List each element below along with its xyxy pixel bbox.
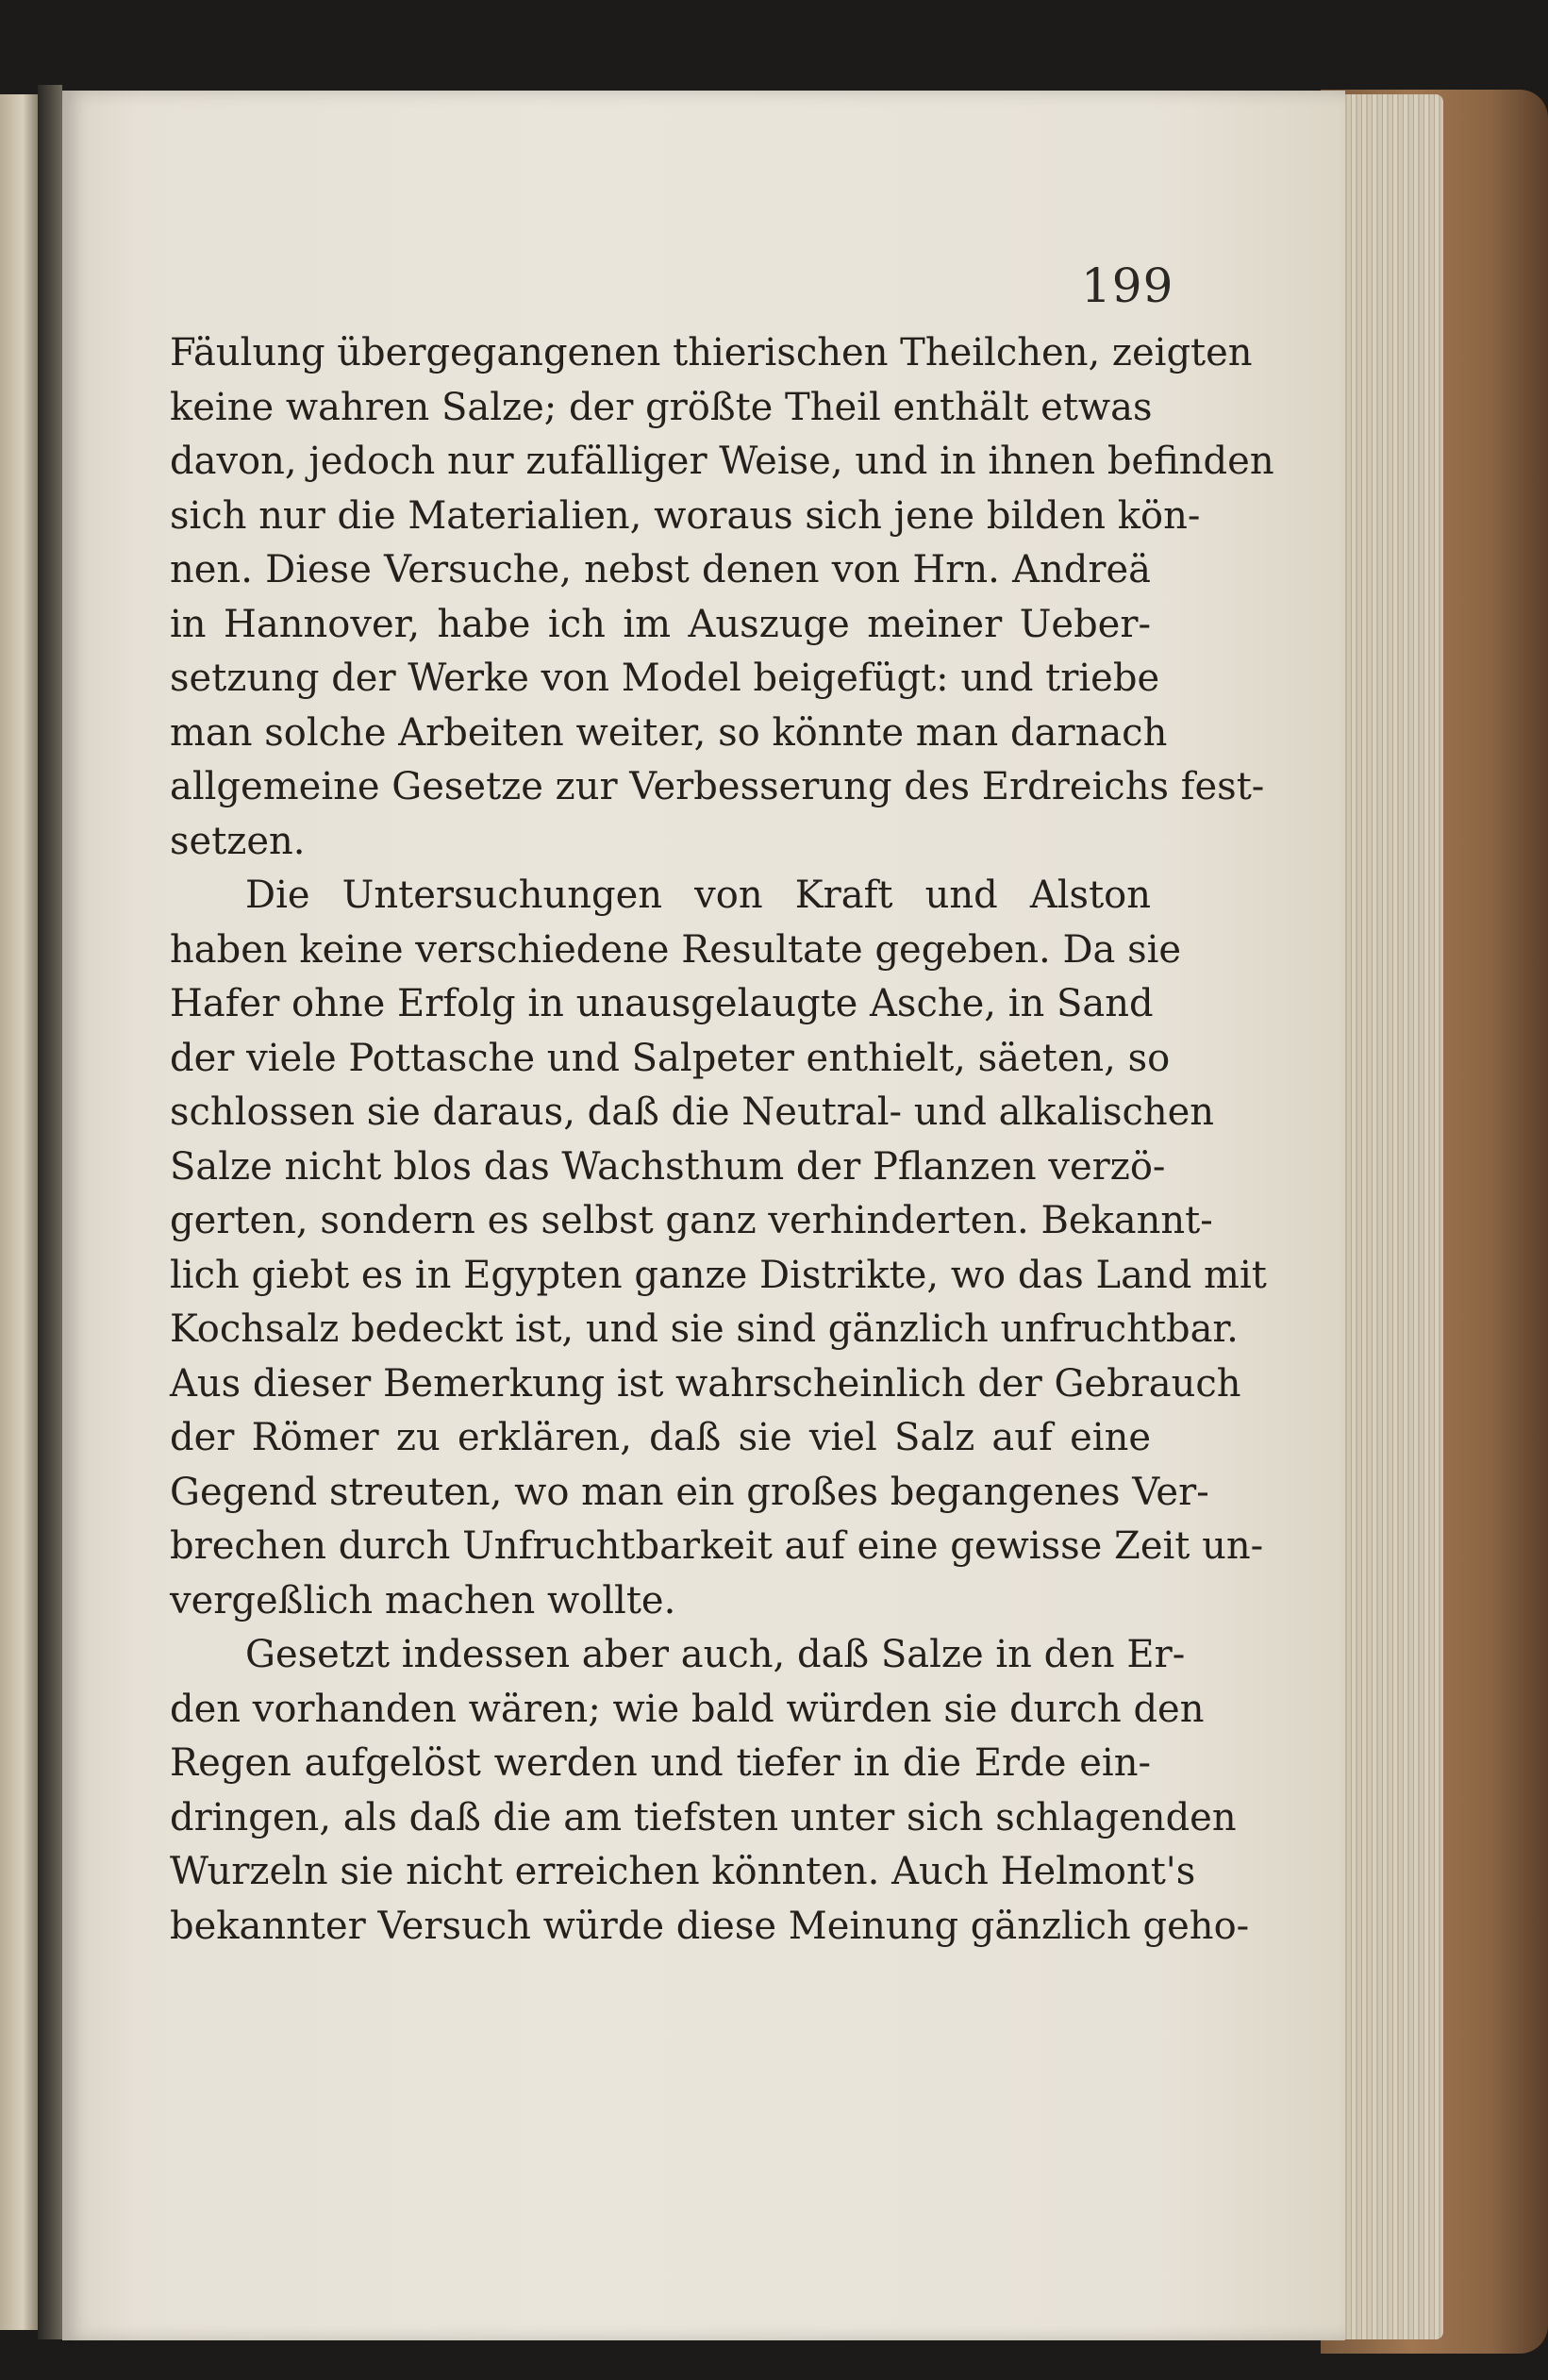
text-line: allgemeine Gesetze zur Verbesserung des Erdreichs fest- [170, 765, 1265, 808]
text-line: lich giebt es in Egypten ganze Distrikte, wo das Land mit [170, 1253, 1267, 1297]
text-line: setzen. [170, 819, 306, 863]
page-number: 199 [1081, 258, 1174, 313]
text-line: Hafer ohne Erfolg in unausgelaugte Asche, in Sand [170, 982, 1154, 1025]
text-line: Die Untersuchungen von Kraft und Alston [245, 874, 1151, 917]
text-line: nen. Diese Versuche, nebst denen von Hrn. Andreä [170, 548, 1151, 591]
text-line: Gegend streuten, wo man ein großes begangenes Ver- [170, 1470, 1209, 1514]
text-line: der Römer zu erklären, daß sie viel Salz auf eine [170, 1416, 1151, 1459]
text-line: brechen durch Unfruchtbarkeit auf eine gewisse Zeit un- [170, 1524, 1264, 1568]
text-line: gerten, sondern es selbst ganz verhinderten. Bekannt- [170, 1199, 1213, 1242]
book-page [62, 91, 1345, 2340]
text-line: Wurzeln sie nicht erreichen könnten. Auch Helmont's [170, 1850, 1196, 1893]
text-line: der viele Pottasche und Salpeter enthielt, säeten, so [170, 1036, 1171, 1080]
text-line: dringen, als daß die am tiefsten unter sich schlagenden [170, 1795, 1237, 1839]
text-line: davon, jedoch nur zufälliger Weise, und in ihnen befinden [170, 440, 1274, 483]
text-line: Fäulung übergegangenen thierischen Theilchen, zeigten [170, 331, 1253, 374]
text-line: den vorhanden wären; wie bald würden sie durch den [170, 1687, 1205, 1731]
text-line: Gesetzt indessen aber auch, daß Salze in den Er- [245, 1633, 1186, 1676]
text-line: in Hannover, habe ich im Auszuge meiner Ueber- [170, 602, 1151, 646]
text-line: schlossen sie daraus, daß die Neutral- und alkalischen [170, 1090, 1215, 1134]
text-line: sich nur die Materialien, woraus sich jene bilden kön- [170, 493, 1201, 538]
text-line: haben keine verschiedene Resultate gegeben. Da sie [170, 927, 1182, 972]
book-spine-gutter [38, 85, 62, 2339]
page-text [170, 326, 1274, 1954]
text-line: setzung der Werke von Model beigefügt: und triebe [170, 657, 1160, 700]
text-line: bekannter Versuch würde diese Meinung gänzlich geho- [170, 1904, 1250, 1948]
text-line: Regen aufgelöst werden und tiefer in die Erde ein- [170, 1741, 1151, 1785]
left-page-sliver [0, 94, 38, 2330]
text-line: Salze nicht blos das Wachsthum der Pflanzen verzö- [170, 1144, 1166, 1189]
text-line: man solche Arbeiten weiter, so könnte man darnach [170, 710, 1168, 755]
text-line: keine wahren Salze; der größte Theil enthält etwas [170, 385, 1153, 429]
text-line: Aus dieser Bemerkung ist wahrscheinlich der Gebrauch [170, 1361, 1241, 1406]
text-line: Kochsalz bedeckt ist, und sie sind gänzlich unfruchtbar. [170, 1307, 1239, 1351]
text-line: vergeßlich machen wollte. [170, 1578, 676, 1623]
